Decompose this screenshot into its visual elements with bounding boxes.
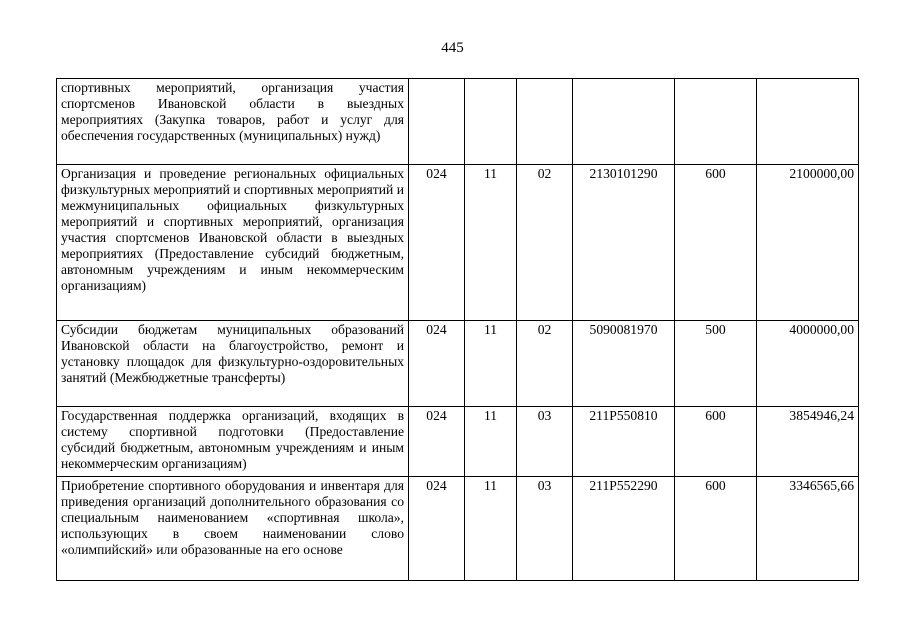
row-description: Приобретение спортивного оборудования и инвентаря для приведения организаций дополнительного образования со специальным наименованием «спортивная школа», использующих в своем наименовании слово «олимпийский» или образованные на его основе [57,477,409,581]
row-description: Организация и проведение региональных официальных физкультурных мероприятий и спортивных мероприятий и межмуниципальных официальных физкультурных мероприятий и спортивных мероприятий, организация участия спортсменов Ивановской области в выездных мероприятиях (Предоставление субсидий бюджетным, автономным учреждениям и иным некоммерческим организациям) [57,165,409,321]
row-expense-type: 600 [675,407,757,477]
row-ministry-code: 024 [409,165,465,321]
row-target-article [573,79,675,165]
row-expense-type: 600 [675,477,757,581]
row-expense-type [675,79,757,165]
row-section-code: 11 [465,321,517,407]
row-section-code: 11 [465,407,517,477]
table-row [57,477,859,581]
budget-table [56,78,859,581]
table-row [57,165,859,321]
row-description: Субсидии бюджетам муниципальных образований Ивановской области на благоустройство, ремонт и установку площадок для физкультурно-оздоровительных занятий (Межбюджетные трансферты) [57,321,409,407]
row-subsection-code: 02 [517,165,573,321]
row-target-article: 5090081970 [573,321,675,407]
row-ministry-code: 024 [409,407,465,477]
row-description: Государственная поддержка организаций, входящих в систему спортивной подготовки (Предоставление субсидий бюджетным, автономным учреждениям и иным некоммерческим организациям) [57,407,409,477]
row-subsection-code [517,79,573,165]
row-section-code: 11 [465,165,517,321]
table-row [57,321,859,407]
row-ministry-code: 024 [409,321,465,407]
row-target-article: 211P552290 [573,477,675,581]
row-amount: 2100000,00 [757,165,859,321]
row-section-code [465,79,517,165]
row-description: спортивных мероприятий, организация участия спортсменов Ивановской области в выездных мероприятиях (Закупка товаров, работ и услуг для обеспечения государственных (муниципальных) нужд) [57,79,409,165]
row-subsection-code: 03 [517,477,573,581]
row-amount: 3346565,66 [757,477,859,581]
table-row [57,407,859,477]
table-row [57,79,859,165]
row-target-article: 211P550810 [573,407,675,477]
row-expense-type: 500 [675,321,757,407]
row-amount [757,79,859,165]
row-amount: 4000000,00 [757,321,859,407]
row-target-article: 2130101290 [573,165,675,321]
row-ministry-code: 024 [409,477,465,581]
row-expense-type: 600 [675,165,757,321]
row-subsection-code: 03 [517,407,573,477]
page-number: 445 [441,40,464,56]
row-section-code: 11 [465,477,517,581]
row-subsection-code: 02 [517,321,573,407]
row-ministry-code [409,79,465,165]
row-amount: 3854946,24 [757,407,859,477]
